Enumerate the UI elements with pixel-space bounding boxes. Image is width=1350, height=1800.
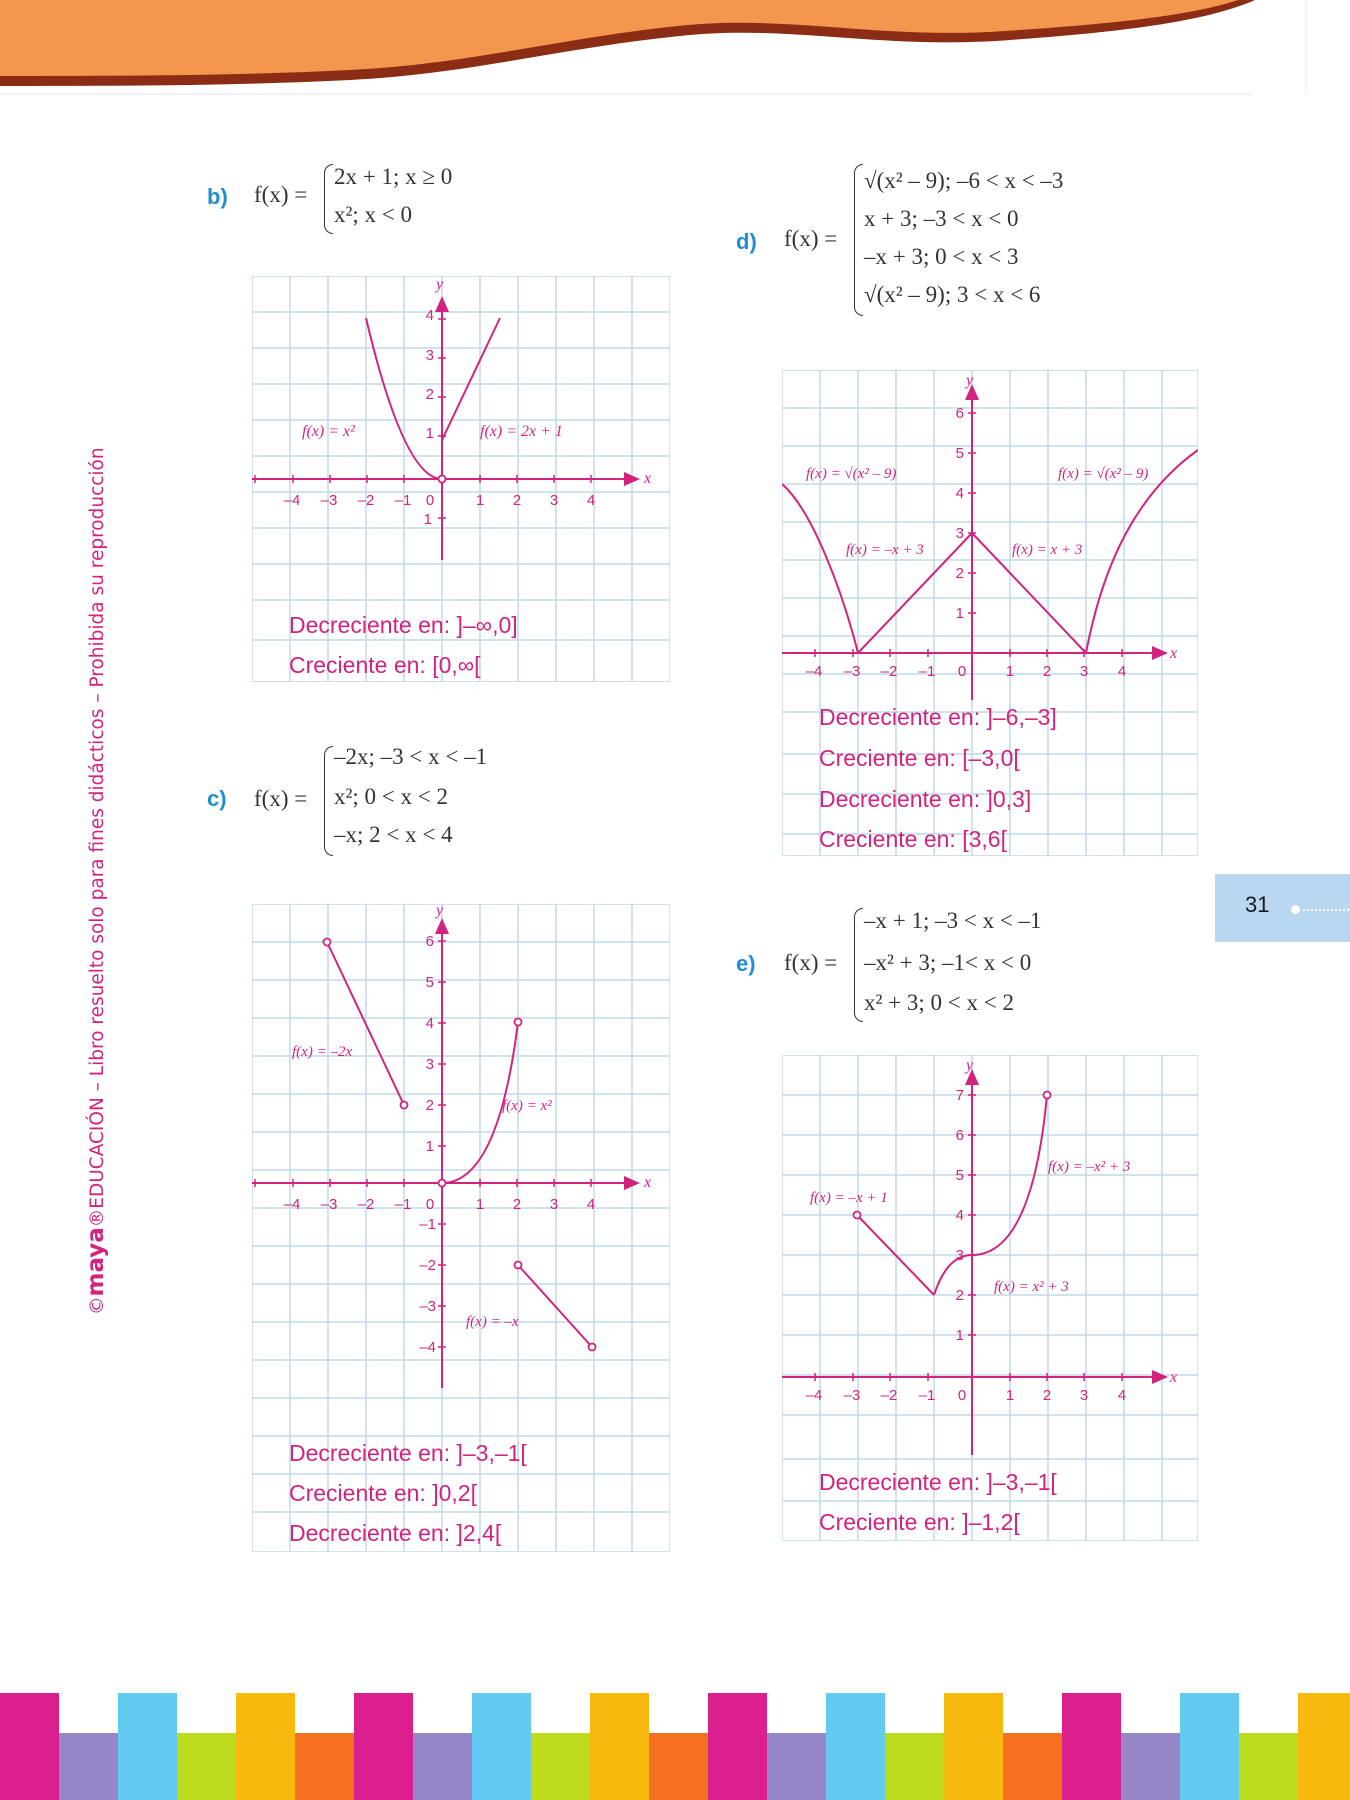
- y-tick-label: 1: [425, 1138, 434, 1155]
- footer-bar: [236, 1693, 295, 1800]
- y-tick-label: 3: [955, 525, 964, 542]
- open-point: [589, 1344, 596, 1351]
- brace: [854, 164, 863, 316]
- footer-bar: [885, 1733, 944, 1800]
- x-tick-label: 1: [475, 1196, 485, 1213]
- y-tick-labels: [956, 405, 964, 622]
- copyright-sidebar: [83, 447, 109, 1315]
- footer-bar: [944, 1693, 1003, 1800]
- case-2: x²; x < 0: [334, 202, 413, 227]
- x-tick-label: 1: [475, 492, 485, 509]
- interval-value: ]0,2[: [432, 1480, 477, 1506]
- footer-bar: [177, 1733, 236, 1800]
- open-point: [439, 476, 446, 483]
- x-tick-label: 0: [425, 1196, 435, 1213]
- x-tick-label: –1: [918, 1387, 936, 1404]
- x-tick-label: –2: [880, 1387, 898, 1404]
- footer-bar: [1062, 1693, 1121, 1800]
- footer-bar: [767, 1733, 826, 1800]
- curve-line-2: [518, 1265, 592, 1347]
- page-dots-decoration: [1303, 909, 1349, 911]
- x-tick-label: –4: [283, 492, 301, 509]
- interval-label: Decreciente en:: [819, 1469, 981, 1495]
- footer-bar: [59, 1733, 118, 1800]
- x-axis-label: x: [1170, 1369, 1178, 1386]
- open-points: [324, 939, 596, 1351]
- curve-label: f(x) = x²: [302, 423, 355, 440]
- curve-label: f(x) = √(x² – 9): [1058, 466, 1149, 482]
- x-tick-label: 3: [549, 1196, 559, 1213]
- x-tick-labels: [806, 1387, 1127, 1404]
- brace: [324, 746, 333, 856]
- footer-bar: [413, 1733, 472, 1800]
- ticks: [815, 1095, 1122, 1381]
- exercise-c-equation: [254, 740, 514, 860]
- case-1: –x + 1; –3 < x < –1: [864, 908, 1042, 933]
- y-tick-label: –4: [419, 1339, 436, 1356]
- x-ticks: [255, 319, 591, 518]
- x-tick-label: 3: [1079, 1387, 1089, 1404]
- case-3: x² + 3; 0 < x < 2: [864, 990, 1014, 1015]
- exercise-d-graph: [782, 370, 1198, 856]
- page-dot-icon: [1291, 905, 1300, 914]
- x-axis-label: x: [644, 1174, 652, 1191]
- x-tick-label: 4: [1117, 663, 1127, 680]
- axes: [252, 918, 640, 1388]
- interval-row: [819, 1469, 1057, 1496]
- y-tick-label: 4: [955, 1207, 964, 1224]
- interval-value: [0,∞[: [432, 652, 481, 678]
- interval-label: Creciente en:: [289, 652, 426, 678]
- interval-row: [289, 612, 518, 639]
- y-tick-label: 3: [425, 347, 434, 364]
- x-tick-labels: [284, 1196, 596, 1213]
- x-tick-label: –3: [320, 1196, 338, 1213]
- footer-bar: [1239, 1733, 1298, 1800]
- x-tick-label: 3: [1079, 663, 1089, 680]
- x-tick-labels: [284, 492, 596, 509]
- x-tick-label: –2: [357, 492, 375, 509]
- y-tick-label: 2: [425, 1097, 434, 1114]
- footer-bar: [0, 1693, 59, 1800]
- interval-row: [289, 1440, 527, 1467]
- footer-bar: [118, 1693, 177, 1800]
- y-tick-label: 3: [955, 1247, 964, 1264]
- footer-bar: [1298, 1693, 1350, 1800]
- interval-label: Decreciente en:: [819, 786, 981, 812]
- footer-bar: [472, 1693, 531, 1800]
- x-axis-label: x: [1170, 645, 1178, 662]
- x-tick-labels: [806, 663, 1127, 680]
- y-tick-label: 2: [425, 386, 434, 403]
- x-tick-label: 0: [957, 1387, 967, 1404]
- y-tick-labels: [419, 933, 436, 1356]
- y-tick-label: 7: [955, 1087, 964, 1104]
- y-tick-label: 5: [425, 974, 434, 991]
- interval-label: Decreciente en:: [289, 612, 451, 638]
- exercise-e-label: e): [736, 951, 756, 976]
- curve-label: f(x) = x² + 3: [994, 1279, 1069, 1295]
- copyright-symbol: ©: [87, 1296, 108, 1315]
- interval-value: [–3,0[: [962, 745, 1020, 771]
- x-tick-label: –4: [805, 1387, 823, 1404]
- footer-bar: [708, 1693, 767, 1800]
- curve-label: f(x) = –2x: [292, 1044, 353, 1060]
- footer-color-bars: [0, 1693, 1350, 1800]
- x-tick-label: 4: [586, 492, 596, 509]
- y-tick-label: 4: [425, 1015, 434, 1032]
- y-tick-label: 4: [425, 307, 434, 324]
- x-tick-label: 1: [1005, 1387, 1015, 1404]
- case-1: √(x² – 9); –6 < x < –3: [864, 168, 1064, 193]
- header-wave: [0, 0, 1350, 100]
- exercise-d-equation: [784, 160, 1084, 320]
- footer-bar: [1003, 1733, 1062, 1800]
- y-axis-label: y: [966, 372, 974, 389]
- interval-label: Decreciente en:: [819, 704, 981, 730]
- registered-symbol: ®: [87, 1208, 108, 1228]
- interval-label: Creciente en:: [289, 1480, 426, 1506]
- curve-label: f(x) = x + 3: [1012, 542, 1083, 558]
- curve-label: f(x) = –x + 1: [810, 1190, 888, 1206]
- x-tick-label: 2: [512, 1196, 522, 1213]
- ticks: [815, 413, 1122, 657]
- curve-label: f(x) = –x: [466, 1314, 519, 1330]
- interval-value: ]–6,–3]: [986, 704, 1057, 730]
- x-tick-label: 0: [957, 663, 967, 680]
- interval-value: ]2,4[: [456, 1520, 502, 1546]
- grid: [782, 370, 1198, 856]
- curve-labels: [292, 1044, 552, 1330]
- curve-neg-parabola: [934, 1255, 972, 1295]
- footer-bar: [295, 1733, 354, 1800]
- curve-label: f(x) = √(x² – 9): [806, 466, 897, 482]
- curve-label: f(x) = 2x + 1: [480, 423, 563, 440]
- y-tick-label: 1: [423, 511, 432, 528]
- y-tick-label: 1: [955, 1327, 964, 1344]
- y-tick-label: 3: [425, 1056, 434, 1073]
- x-tick-label: 2: [512, 492, 522, 509]
- interval-row: [819, 786, 1031, 813]
- equation-lhs: f(x) =: [784, 226, 838, 251]
- x-tick-label: 4: [1117, 1387, 1127, 1404]
- footer-bar: [354, 1693, 413, 1800]
- curve-label: f(x) = –x + 3: [846, 542, 924, 558]
- x-tick-label: –3: [843, 1387, 861, 1404]
- equation-lhs: f(x) =: [254, 182, 308, 207]
- interval-value: ]–3,–1[: [456, 1440, 527, 1466]
- brand-logo: maya: [83, 1227, 109, 1297]
- x-tick-label: –4: [283, 1196, 301, 1213]
- open-point: [401, 1102, 408, 1109]
- interval-value: ]0,3]: [986, 786, 1032, 812]
- y-axis-label: y: [436, 904, 444, 919]
- x-tick-label: 3: [549, 492, 559, 509]
- curve-line: [442, 318, 500, 440]
- y-tick-label: 6: [955, 1127, 964, 1144]
- brace: [854, 908, 863, 1022]
- open-point: [1044, 1092, 1051, 1099]
- brace: [324, 164, 333, 234]
- x-tick-label: –3: [320, 492, 338, 509]
- y-tick-label: 2: [955, 565, 964, 582]
- curve-label: f(x) = x²: [502, 1098, 552, 1114]
- case-4: √(x² – 9); 3 < x < 6: [864, 282, 1041, 307]
- x-tick-label: –1: [394, 492, 412, 509]
- exercise-c-label: c): [207, 786, 227, 811]
- case-1: –2x; –3 < x < –1: [334, 744, 488, 769]
- case-3: –x + 3; 0 < x < 3: [864, 244, 1019, 269]
- interval-label: Creciente en:: [819, 745, 956, 771]
- page-number-tab: [1215, 874, 1350, 942]
- x-tick-label: 1: [1005, 663, 1015, 680]
- y-tick-label: 6: [955, 405, 964, 422]
- x-tick-label: –2: [880, 663, 898, 680]
- y-tick-label: 5: [955, 445, 964, 462]
- interval-label: Decreciente en:: [289, 1520, 451, 1546]
- y-tick-labels: [956, 1087, 964, 1344]
- x-tick-label: 2: [1042, 663, 1052, 680]
- footer-bar: [531, 1733, 590, 1800]
- interval-row: [289, 1520, 501, 1547]
- page-number: 31: [1245, 892, 1270, 917]
- x-axis-label: x: [644, 470, 652, 487]
- footer-bar: [649, 1733, 708, 1800]
- interval-label: Creciente en:: [819, 1509, 956, 1535]
- y-tick-label: 5: [955, 1167, 964, 1184]
- x-tick-label: –1: [918, 663, 936, 680]
- axes: [782, 384, 1168, 700]
- y-tick-label: –1: [419, 1216, 436, 1233]
- footer-bar: [1180, 1693, 1239, 1800]
- x-tick-label: 2: [1042, 1387, 1052, 1404]
- case-3: –x; 2 < x < 4: [334, 822, 453, 847]
- x-tick-label: 4: [586, 1196, 596, 1213]
- exercise-d-label: d): [736, 229, 757, 254]
- interval-value: [3,6[: [962, 826, 1007, 852]
- exercise-b-equation: [254, 160, 474, 240]
- y-tick-label: –3: [419, 1298, 436, 1315]
- interval-label: Creciente en:: [819, 826, 956, 852]
- case-2: –x² + 3; –1< x < 0: [864, 950, 1032, 975]
- case-2: x + 3; –3 < x < 0: [864, 206, 1019, 231]
- y-tick-label: 4: [955, 485, 964, 502]
- footer-bar: [826, 1693, 885, 1800]
- interval-value: ]–1,2[: [962, 1509, 1020, 1535]
- y-tick-label: 1: [425, 425, 434, 442]
- y-axis-label: y: [966, 1057, 974, 1074]
- equation-lhs: f(x) =: [784, 950, 838, 975]
- open-point: [515, 1019, 522, 1026]
- interval-row: [819, 745, 1020, 772]
- interval-row: [289, 1480, 477, 1507]
- footer-bar: [590, 1693, 649, 1800]
- exercise-e-equation: [784, 904, 1084, 1024]
- axes: [782, 1069, 1168, 1455]
- interval-label: Decreciente en:: [289, 1440, 451, 1466]
- x-tick-label: 0: [425, 492, 435, 509]
- case-2: x²; 0 < x < 2: [334, 784, 448, 809]
- interval-row: [819, 826, 1007, 853]
- y-tick-label: 1: [955, 605, 964, 622]
- sidebar-text: EDUCACIÓN – Libro resuelto solo para fines didácticos – Prohibida su reproducción: [87, 447, 108, 1209]
- x-tick-label: –3: [843, 663, 861, 680]
- interval-row: [289, 652, 481, 679]
- x-tick-label: –2: [357, 1196, 375, 1213]
- open-point: [854, 1212, 861, 1219]
- exercise-b-label: b): [207, 184, 228, 209]
- x-tick-label: –1: [394, 1196, 412, 1213]
- y-axis-label: y: [436, 276, 444, 293]
- ticks: [255, 941, 591, 1347]
- open-point: [324, 939, 331, 946]
- y-tick-label: 6: [425, 933, 434, 950]
- y-tick-label: –2: [419, 1257, 436, 1274]
- footer-bar: [1121, 1733, 1180, 1800]
- interval-value: ]–∞,0]: [456, 612, 518, 638]
- interval-row: [819, 704, 1057, 731]
- y-tick-label: 2: [955, 1287, 964, 1304]
- equation-lhs: f(x) =: [254, 786, 308, 811]
- x-tick-label: –4: [805, 663, 823, 680]
- interval-value: ]–3,–1[: [986, 1469, 1057, 1495]
- open-point: [439, 1180, 446, 1187]
- curve-label: f(x) = –x² + 3: [1048, 1159, 1131, 1175]
- open-point: [515, 1262, 522, 1269]
- interval-row: [819, 1509, 1020, 1536]
- case-1: 2x + 1; x ≥ 0: [334, 164, 453, 189]
